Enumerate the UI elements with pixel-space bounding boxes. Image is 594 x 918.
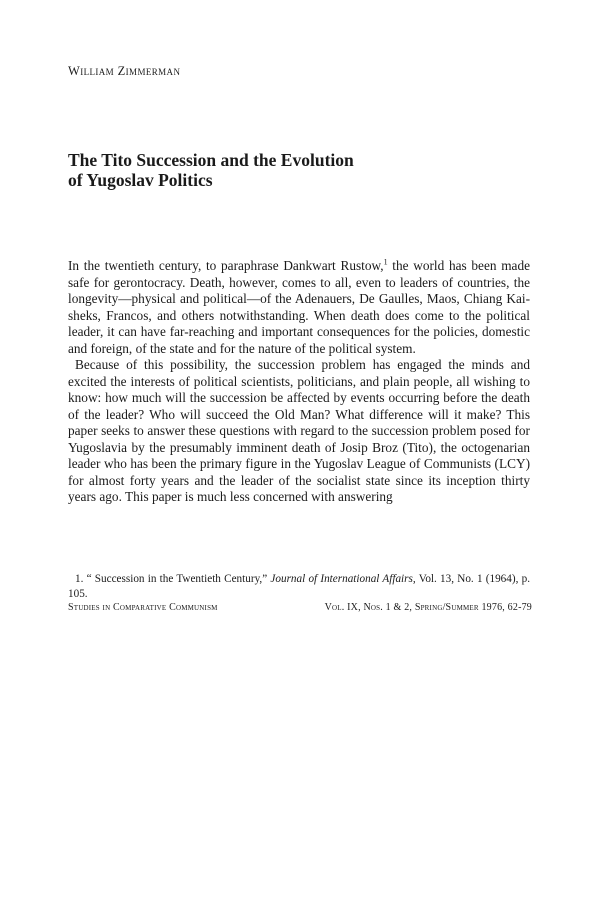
paragraph-1-rest: the world has been made safe for gerontocracy. Death, however, comes to all, even to leaders of countries, the longevity—physical and political—of the Adenauers, De Gaulles, Maos, Chiang Kai-sheks, Francos, and others notwithstanding. When death does come to the political leader, it can have far-reaching and important consequences for the policies, domestic and foreign, of the state and for the nature of the political system. [68,258,530,356]
article-title [68,150,354,190]
author-name: William Zimmerman [68,64,181,78]
footnote-reference: 1 [383,257,388,267]
footnote-journal-title: Journal of International Affairs, [270,573,416,585]
running-footer [68,602,532,613]
paragraph-1-start: In the twentieth century, to paraphrase Dankwart Rustow, [68,258,384,273]
footnote-number: 1. [75,573,84,585]
paragraph-1 [68,258,530,357]
article-body [68,258,530,506]
footnote-text-end: Vol. 13, No. 1 (1964), p. 105. [68,573,530,600]
footnote-text-start: “ Succession in the Twentieth Century,” [86,573,271,585]
footer-journal-name: Studies in Comparative Communism [68,602,218,613]
paragraph-2: Because of this possibility, the succession problem has engaged the minds and excited the interests of political scientists, politicians, and plain people, all wishing to know: how much will the succession be affected by events occurring before the death of the leader? Who will succeed the Old Man? What difference will it make? This paper seeks to answer these questions with regard to the succession problem posed for Yugoslavia by the presumably imminent death of Josip Broz (Tito), the octogenarian leader who has been the primary figure in the Yugoslav League of Communists (LCY) for almost forty years and the leader of the socialist state since its inception thirty years ago. This paper is much less concerned with answering [68,357,530,504]
footnote [68,572,530,601]
footer-citation: Vol. IX, Nos. 1 & 2, Spring/Summer 1976, 62-79 [324,602,532,613]
title-line-2: of Yugoslav Politics [68,170,213,190]
footnote-1 [68,572,530,601]
title-line-1: The Tito Succession and the Evolution [68,150,354,170]
